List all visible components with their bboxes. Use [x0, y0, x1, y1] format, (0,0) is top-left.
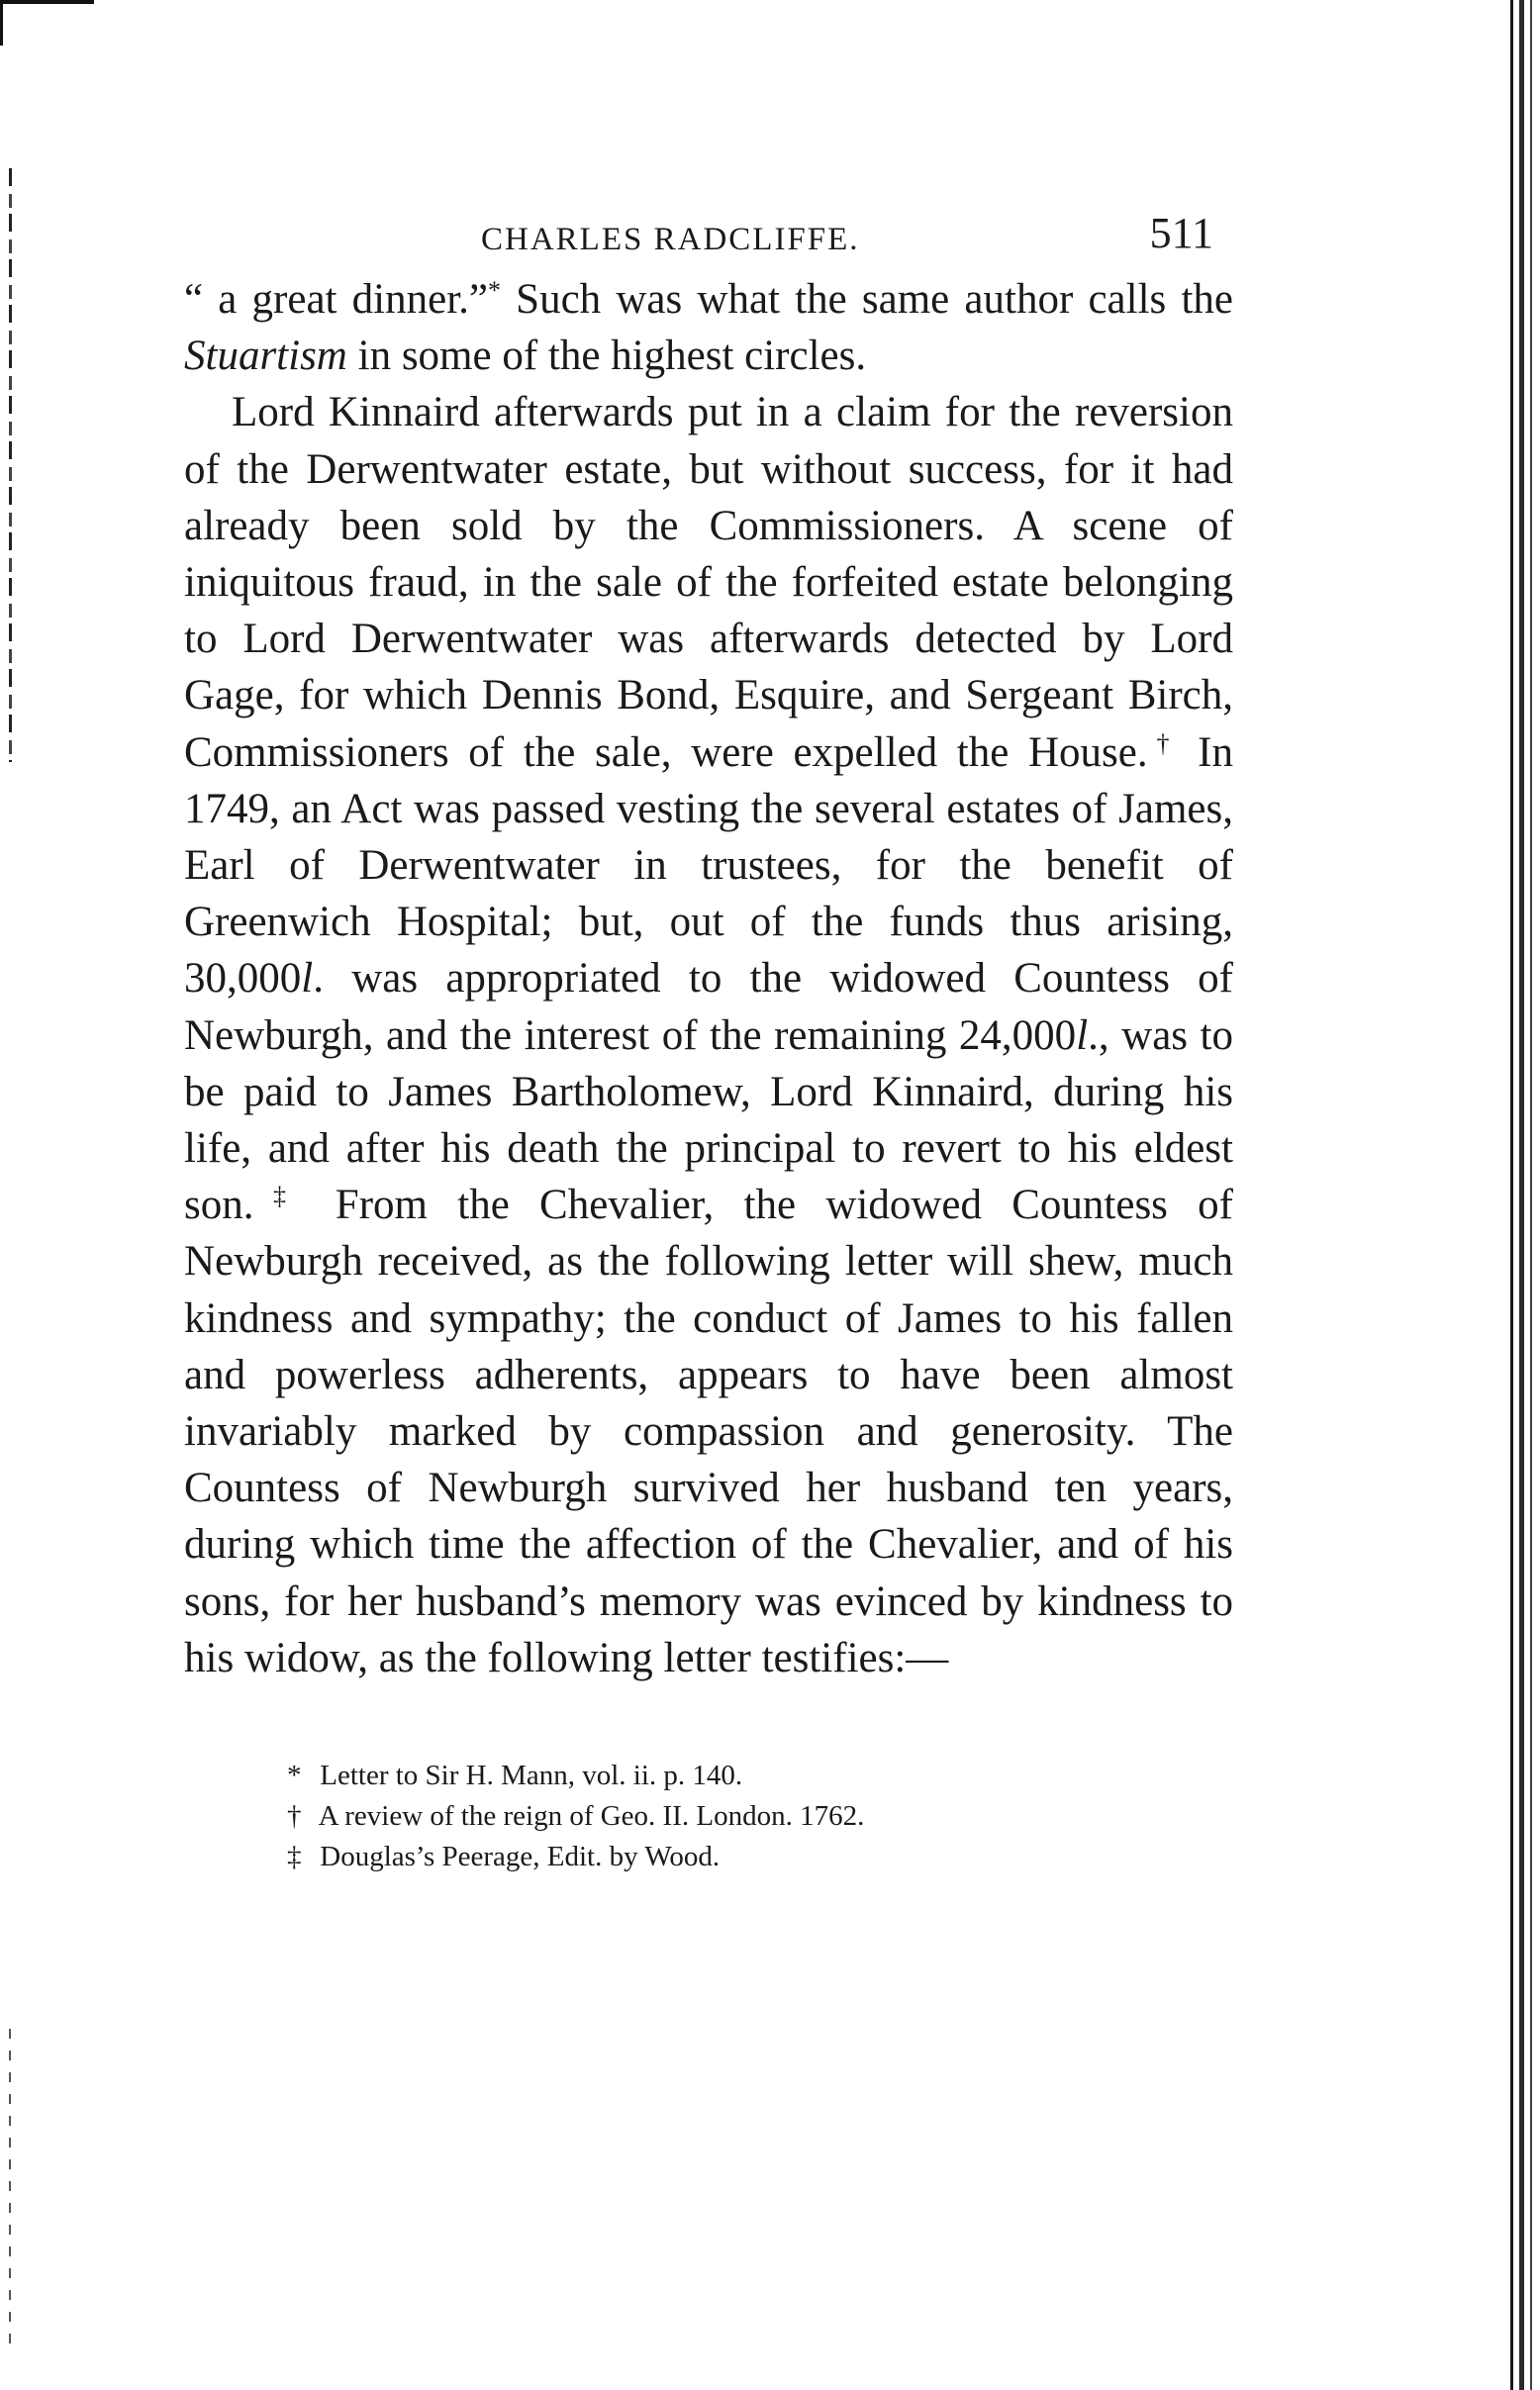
italic-term: Stuartism: [184, 333, 347, 380]
book-page: [184, 208, 1233, 1877]
text-run: “ a great dinner.”: [184, 276, 488, 323]
scan-edge-mark: [0, 0, 94, 4]
footnote-text: Douglas’s Peerage, Edit. by Wood.: [320, 1841, 721, 1873]
footnote-mark: ‡: [287, 1841, 302, 1873]
footnote: [287, 1796, 1233, 1837]
body-text: [184, 271, 1233, 1686]
text-run: ., was to be paid to James Bartholomew, Lord Kinnaird, during his life, and after his death the principal to revert to his eldest son.: [184, 1011, 1233, 1229]
running-head: [184, 208, 1233, 271]
scan-left-edge: [9, 2029, 11, 2355]
running-title: CHARLES RADCLIFFE.: [481, 222, 860, 257]
page-number: 511: [1149, 209, 1213, 257]
footnote-text: Letter to Sir H. Mann, vol. ii. p. 140.: [320, 1760, 743, 1792]
footnotes: [184, 1756, 1233, 1877]
text-run: In 1749, an Act was passed vesting the several estates of James, Earl of Derwentwater in trustees, for the benefit of Greenwich Hospital; but, out of the funds thus arising, 30,000: [184, 728, 1233, 1003]
scan-left-edge: [9, 168, 12, 762]
footnote: [287, 1756, 1233, 1796]
scan-edge-mark: [0, 0, 3, 46]
footnote: [287, 1837, 1233, 1877]
scan-right-edge: [1530, 0, 1532, 2390]
footnote-mark: *: [287, 1760, 302, 1792]
footnote-ref: *: [487, 276, 501, 305]
text-run: . was appropriated to the widowed Countess of Newburgh, and the interest of the remaining 24,000: [184, 955, 1233, 1059]
text-run: Lord Kinnaird afterwards put in a claim for the reversion of the Derwentwater estate, but without success, for it had already been sold by the Commissioners. A scene of iniquitous fraud, in the sale of the forfeited estate belonging to Lord Derwentwater was afterwards detected by Lord Gage, for which Dennis Bond, Esquire, and Sergeant Birch, Commissioners of the sale, were expelled the House.: [184, 389, 1233, 776]
italic-l: l: [1076, 1011, 1089, 1059]
text-run: From the Chevalier, the widowed Countess of Newburgh received, as the following letter will shew, much kindness and sympathy; the conduct of James to his fallen and powerless adherents, appears to have been almost invariably marked by compassion and generosity. The Countess of Newburgh survived her husband ten years, during which time the affection of the Chevalier, and of his sons, for her husband’s memory was evinced by kindness to his widow, as the following letter testifies:—: [184, 1182, 1234, 1681]
scan-right-edge: [1510, 0, 1513, 2390]
text-run: in some of the highest circles.: [346, 333, 867, 380]
paragraph: [184, 271, 1233, 384]
paragraph: [184, 384, 1233, 1686]
footnote-text: A review of the reign of Geo. II. London. 1762.: [318, 1800, 865, 1833]
text-run: Such was what the same author calls the: [500, 276, 1233, 323]
italic-l: l: [301, 955, 314, 1003]
footnote-ref: ‡: [253, 1182, 306, 1211]
footnote-ref: †: [1147, 728, 1179, 758]
scan-right-edge: [1519, 0, 1524, 2390]
footnote-mark: †: [287, 1800, 302, 1833]
